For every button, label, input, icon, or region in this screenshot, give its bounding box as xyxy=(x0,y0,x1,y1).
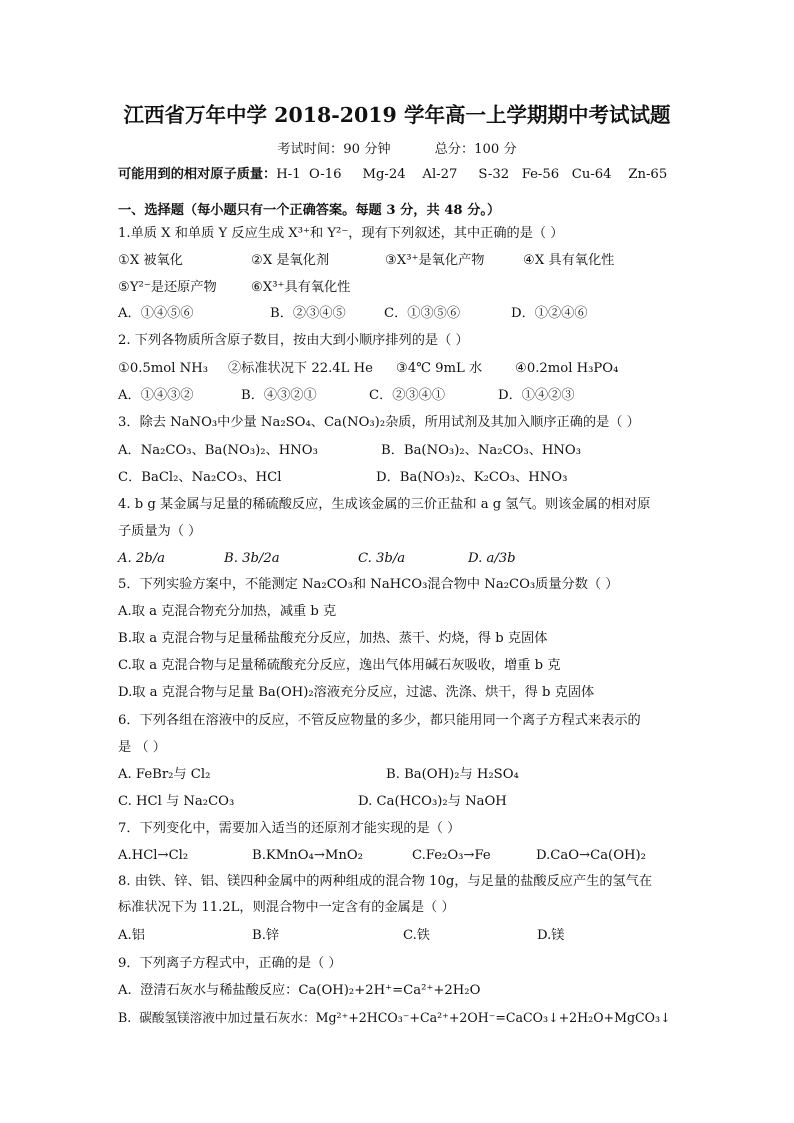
q9-stem: 9．下列离子方程式中，正确的是（ ） xyxy=(118,956,342,971)
q2-stem: 2. 下列各物质所含原子数目，按由大到小顺序排列的是（ ） xyxy=(118,333,469,348)
q1-stem: 1.单质 X 和单质 Y 反应生成 X³⁺和 Y²⁻，现有下列叙述，其中正确的是（ ） xyxy=(118,226,564,241)
q1-option: D．①②④⑥ xyxy=(511,306,588,321)
atomic-masses-values: H-1 O-16 Mg-24 Al-27 S-32 Fe-56 Cu-64 Zn-65 xyxy=(276,167,668,182)
atomic-masses-line xyxy=(118,166,678,184)
section-heading: 一、选择题（每小题只有一个正确答案。每题 3 分，共 48 分。） xyxy=(118,203,501,218)
q1-statement: ②X 是氧化剂 xyxy=(251,253,330,268)
q6-option: C. HCl 与 Na₂CO₃ xyxy=(118,794,235,809)
q4-options xyxy=(118,550,678,568)
q2-statements xyxy=(118,360,678,378)
q1-statement: ⑤Y²⁻是还原产物 xyxy=(118,280,217,295)
q3-option: C．BaCl₂、Na₂CO₃、HCl xyxy=(118,470,282,485)
q5-option: D.取 a 克混合物与足量 Ba(OH)₂溶液充分反应，过滤、洗涤、烘干，得 b 克固体 xyxy=(118,685,595,700)
q2-options xyxy=(118,387,678,405)
q7-option: A.HCl→Cl₂ xyxy=(118,848,189,863)
q3-option: A．Na₂CO₃、Ba(NO₃)₂、HNO₃ xyxy=(118,443,318,458)
q3-stem: 3．除去 NaNO₃中少量 Na₂SO₄、Ca(NO₃)₂杂质，所用试剂及其加入顺序正确的是（ ） xyxy=(118,415,640,430)
q6-option: B. Ba(OH)₂与 H₂SO₄ xyxy=(386,767,519,782)
q2-statement: ②标准状况下 22.4L He xyxy=(228,361,373,376)
q1-option: C．①③⑤⑥ xyxy=(384,306,461,321)
q6-option: D. Ca(HCO₃)₂与 NaOH xyxy=(358,794,507,809)
q8-option: B.锌 xyxy=(252,928,280,943)
q1-option: B．②③④⑤ xyxy=(270,306,346,321)
q5-option: A.取 a 克混合物充分加热，减重 b 克 xyxy=(118,604,337,619)
q1-statement: ③X³⁺是氧化产物 xyxy=(385,253,485,268)
q8-stem: 8. 由铁、锌、铝、镁四种金属中的两种组成的混合物 10g，与足量的盐酸反应产生的氢气在 xyxy=(118,874,653,889)
q6-option: A. FeBr₂与 Cl₂ xyxy=(118,767,211,782)
q4-stem-cont: 子质量为（ ） xyxy=(118,524,202,539)
q8-option: C.铁 xyxy=(403,928,430,943)
q9-option: B. 碳酸氢镁溶液中加过量石灰水：Mg²⁺+2HCO₃⁻+Ca²⁺+2OH⁻=CaCO₃↓+2H₂O+MgCO₃↓ xyxy=(118,1010,671,1025)
q4-option: B. 3b/2a xyxy=(224,551,280,566)
q7-option: B.KMnO₄→MnO₂ xyxy=(252,848,363,863)
q2-option: D．①④②③ xyxy=(498,388,575,403)
atomic-masses-label: 可能用到的相对原子质量： xyxy=(118,167,277,182)
q5-stem: 5．下列实验方案中，不能测定 Na₂CO₃和 NaHCO₃混合物中 Na₂CO₃质量分数（ ） xyxy=(118,577,619,592)
q1-statements-row2 xyxy=(118,279,678,297)
q2-statement: ①0.5mol NH₃ xyxy=(118,361,208,376)
q2-option: C．②③④① xyxy=(369,388,446,403)
exam-score: 总分：100 分 xyxy=(434,142,517,157)
q4-option: C. 3b/a xyxy=(358,551,406,566)
q7-options xyxy=(118,847,678,865)
q2-option: B．④③②① xyxy=(241,388,317,403)
q6-options-row2 xyxy=(118,793,678,811)
q6-stem: 6．下列各组在溶液中的反应，不管反应物量的多少，都只能用同一个离子方程式来表示的 xyxy=(118,713,641,728)
q9-option: A. 澄清石灰水与稀盐酸反应：Ca(OH)₂+2H⁺=Ca²⁺+2H₂O xyxy=(118,983,481,998)
q2-statement: ④0.2mol H₃PO₄ xyxy=(515,361,619,376)
q6-stem-cont: 是 （ ） xyxy=(118,740,166,755)
q8-option: D.镁 xyxy=(537,928,565,943)
q1-statement: ④X 具有氧化性 xyxy=(523,253,615,268)
exam-meta xyxy=(0,138,794,157)
exam-title: 江西省万年中学 2018-2019 学年高一上学期期中考试试题 xyxy=(123,103,671,127)
q3-option: B．Ba(NO₃)₂、Na₂CO₃、HNO₃ xyxy=(381,443,582,458)
q1-statement: ⑥X³⁺具有氧化性 xyxy=(251,280,351,295)
q1-option: A．①④⑤⑥ xyxy=(118,306,194,321)
q8-stem-cont: 标准状况下为 11.2L，则混合物中一定含有的金属是（ ） xyxy=(118,900,455,915)
q6-options-row1 xyxy=(118,766,678,784)
q1-options xyxy=(118,305,678,323)
q2-statement: ③4℃ 9mL 水 xyxy=(396,361,483,376)
q7-option: C.Fe₂O₃→Fe xyxy=(412,848,491,863)
q5-option: B.取 a 克混合物与足量稀盐酸充分反应，加热、蒸干、灼烧，得 b 克固体 xyxy=(118,631,548,646)
q3-option: D．Ba(NO₃)₂、K₂CO₃、HNO₃ xyxy=(376,470,568,485)
q7-option: D.CaO→Ca(OH)₂ xyxy=(536,848,646,863)
q3-options-row2 xyxy=(118,469,678,487)
q4-stem: 4. b g 某金属与足量的稀硫酸反应，生成该金属的三价正盐和 a g 氢气。则该金属的相对原 xyxy=(118,497,651,512)
q1-statement: ①X 被氧化 xyxy=(118,253,183,268)
q4-option: D. a/3b xyxy=(468,551,516,566)
q1-statements-row1 xyxy=(118,252,678,270)
q8-options xyxy=(118,927,678,945)
q2-option: A．①④③② xyxy=(118,388,194,403)
q7-stem: 7．下列变化中，需要加入适当的还原剂才能实现的是（ ） xyxy=(118,821,461,836)
q5-option: C.取 a 克混合物与足量稀硫酸充分反应，逸出气体用碱石灰吸收，增重 b 克 xyxy=(118,658,561,673)
q4-option: A. 2b/a xyxy=(118,551,166,566)
q3-options-row1 xyxy=(118,442,678,460)
exam-time: 考试时间：90 分钟 xyxy=(277,142,391,157)
q8-option: A.铝 xyxy=(118,928,145,943)
